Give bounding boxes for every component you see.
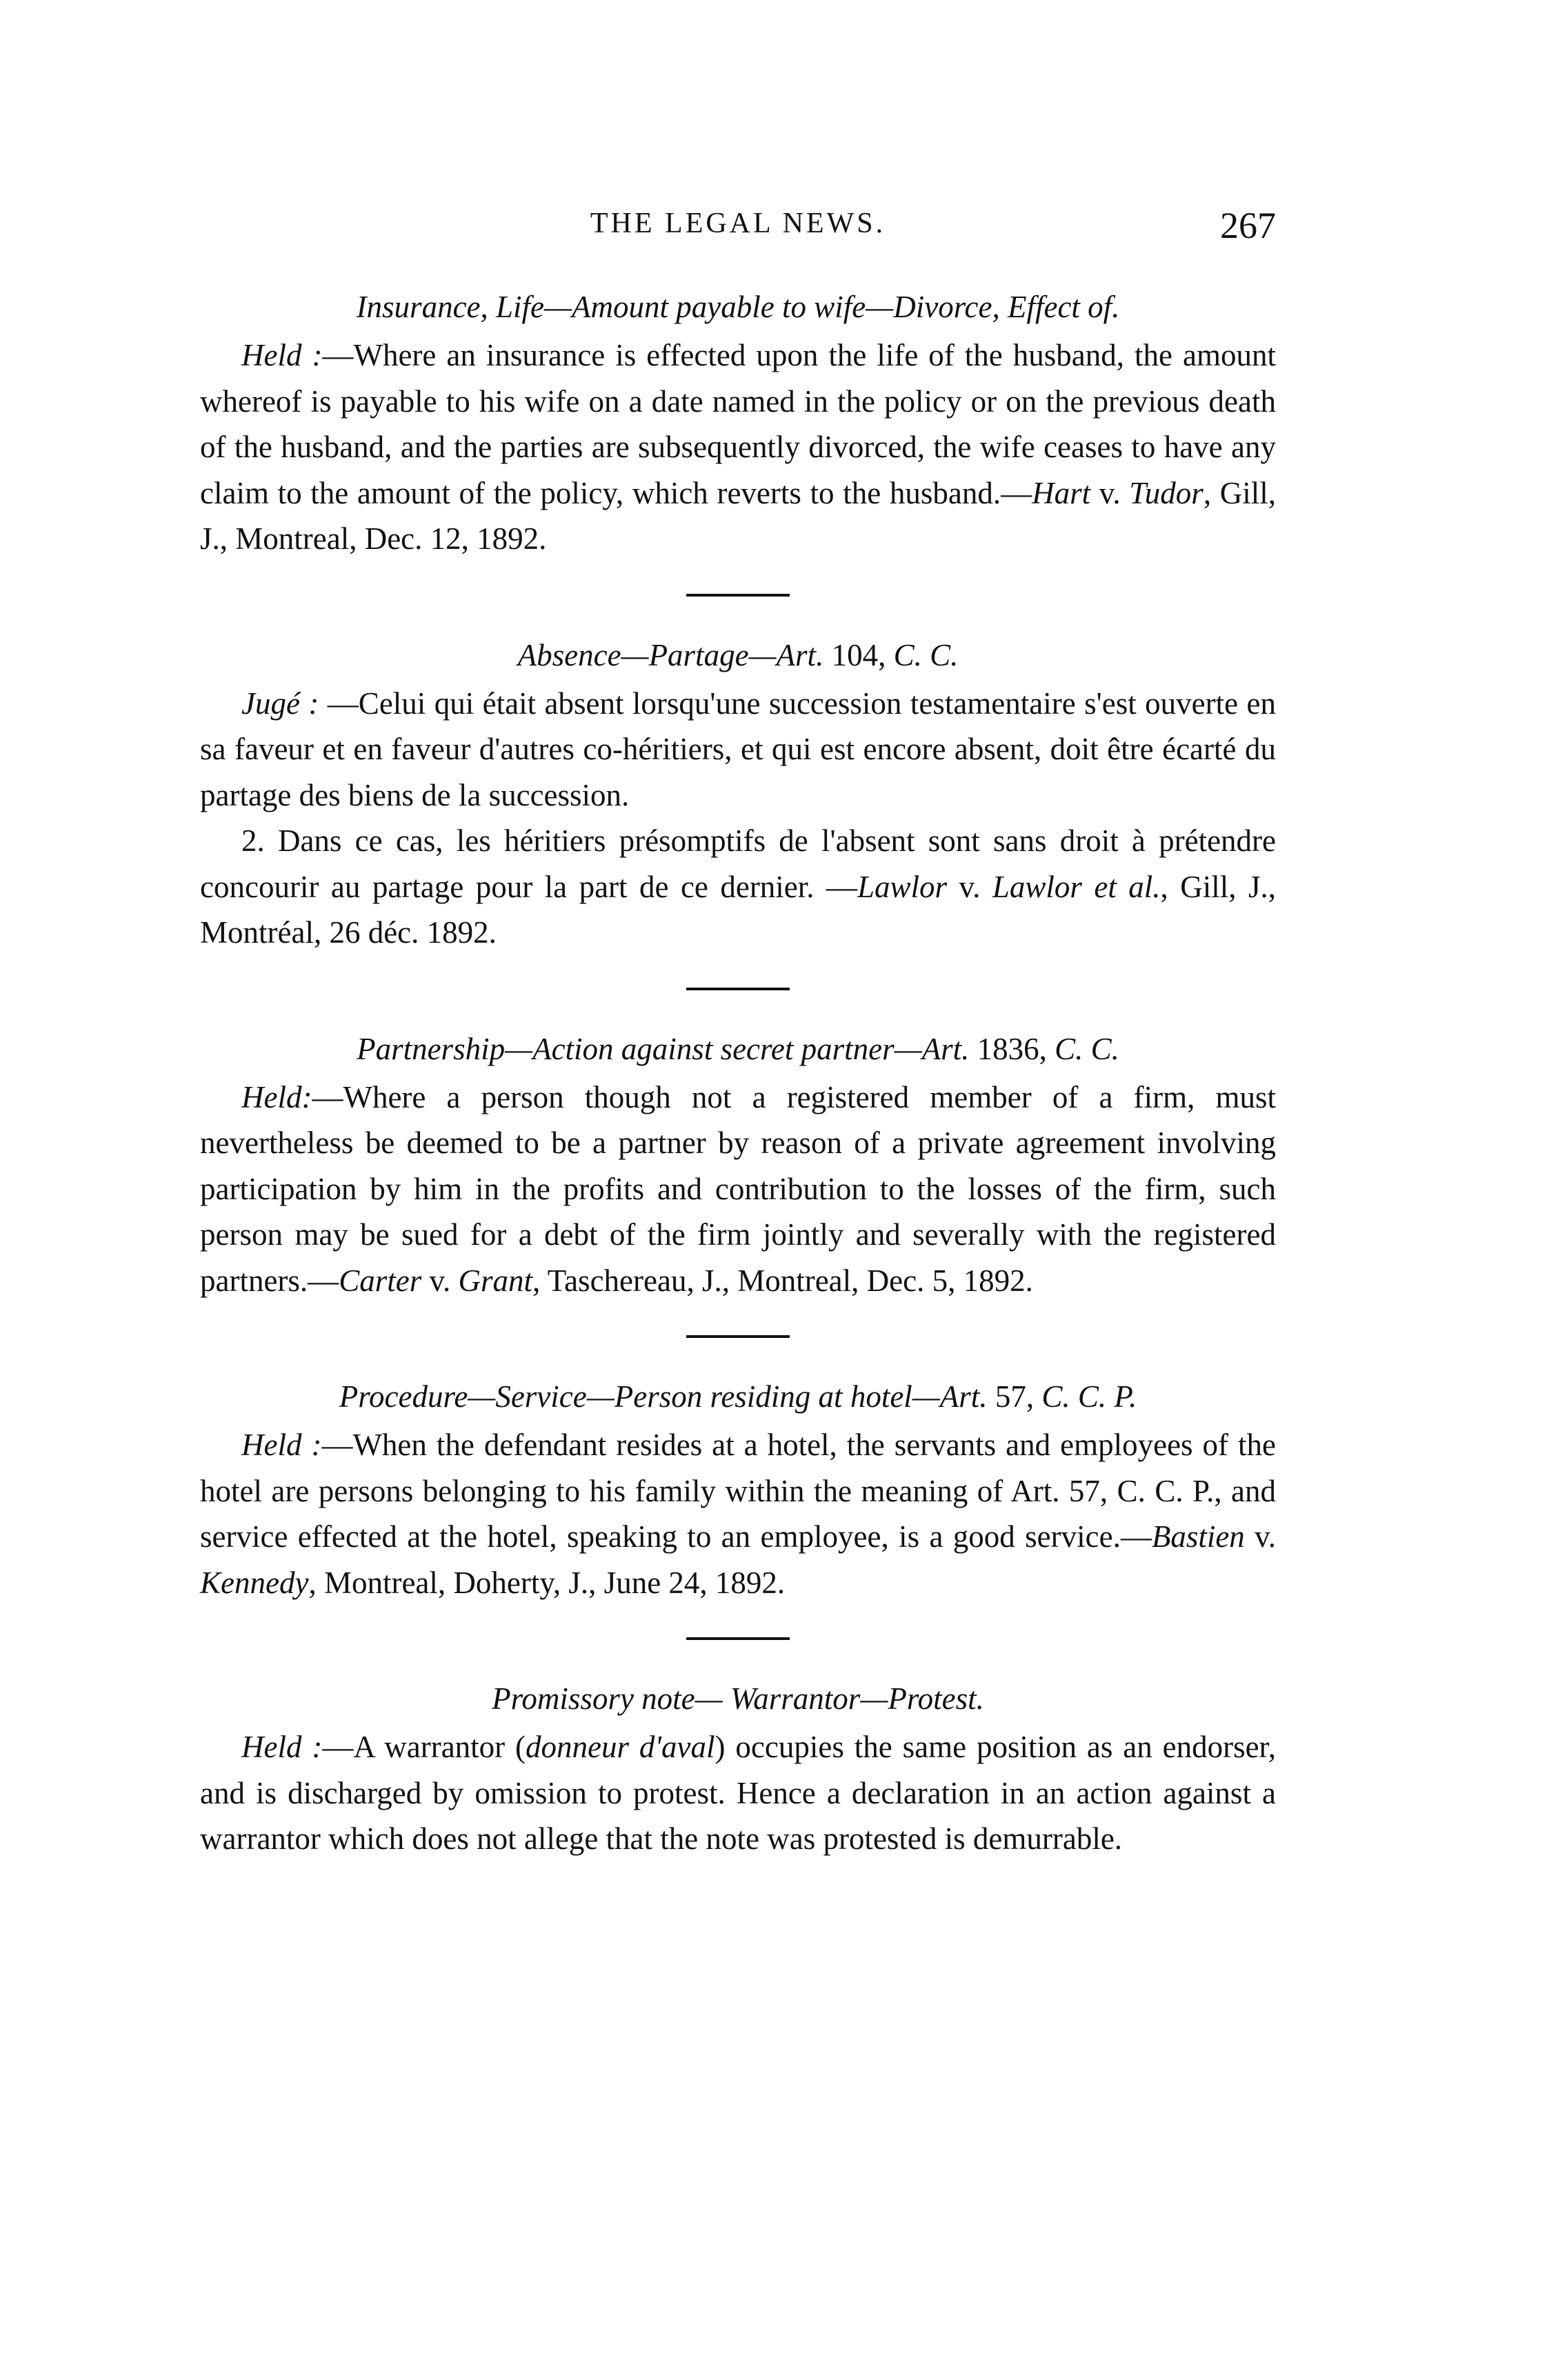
- paragraph-italic-term: donneur d'aval: [526, 1730, 715, 1764]
- heading-code: C. C.: [893, 637, 959, 672]
- journal-title: THE LEGAL NEWS.: [590, 208, 886, 239]
- heading-article: 57,: [987, 1379, 1042, 1414]
- case-party-1: Lawlor: [857, 869, 948, 904]
- section-paragraph-2: [200, 818, 1276, 956]
- heading-article: 1836,: [969, 1031, 1055, 1066]
- case-party-2: Tudor: [1129, 475, 1204, 510]
- paragraph-text: —When the defendant resides at a hotel, the servants and employees of the hotel are persons belonging to his family within the meaning of Art. 57, C. C. P., and service effected at the hotel, speaking to an employee, is a good service.—: [200, 1428, 1276, 1554]
- paragraph-text: —Celui qui était absent lorsqu'une succession testamentaire s'est ouverte en sa faveur et en faveur d'autres co-héritiers, et qui est encore absent, doit être écarté du partage des biens de la succession.: [200, 686, 1277, 812]
- section-paragraph: [200, 1074, 1276, 1304]
- heading-text: Partnership—Action against secret partner—Art.: [357, 1031, 970, 1066]
- case-party-1: Carter: [339, 1263, 422, 1298]
- paragraph-text: —Where a person though not a registered member of a firm, must nevertheless be deemed to be a partner by reason of a private agreement involving participation by him in the profits and contribution to the losses of the firm, such person may be sued for a debt of the firm jointly and severally with the registered partners.—: [200, 1079, 1276, 1298]
- case-citation: , Gill, J., Montreal, Dec. 12, 1892.: [200, 475, 1276, 556]
- section-paragraph: [200, 681, 1276, 819]
- paragraph-text-end: ) occupies the same position as an endorser, and is discharged by omission to protest. Hence a declaration in an action against a warrantor which does not allege that the note was protested is demurrable.: [200, 1730, 1276, 1856]
- heading-text: Procedure—Service—Person residing at hotel—Art.: [339, 1379, 988, 1414]
- paragraph-text: 2. Dans ce cas, les héritiers présomptifs de l'absent sont sans droit à prétendre concourir au partage pour la part de ce dernier. —: [200, 823, 1276, 904]
- heading-code: C. C. P.: [1041, 1379, 1137, 1414]
- held-label: Held :: [241, 338, 323, 372]
- paragraph-text: —A warrantor (: [322, 1730, 526, 1764]
- section-heading: Promissory note— Warrantor—Protest.: [492, 1681, 984, 1716]
- held-label: Held :: [241, 1428, 322, 1462]
- held-label: Held:: [241, 1079, 312, 1114]
- heading-code: C. C.: [1055, 1031, 1119, 1066]
- section-paragraph: [200, 1422, 1276, 1606]
- section-heading: [200, 1026, 1276, 1072]
- case-party-2: Lawlor et al.: [992, 869, 1161, 904]
- case-party-2: Kennedy: [200, 1565, 309, 1600]
- paragraph-text: —Where an insurance is effected upon the life of the husband, the amount whereof is payable to his wife on a date named in the policy or on the previous death of the husband, and the parties are subsequently divorced, the wife ceases to have any claim to the amount of the policy, which reverts to the husband.—: [200, 338, 1276, 510]
- held-label: Held :: [241, 1730, 323, 1764]
- case-citation: , Gill, J., Montréal, 26 déc. 1892.: [200, 869, 1276, 950]
- page-content: [200, 284, 1276, 1862]
- heading-article: 104,: [823, 637, 894, 672]
- case-versus: v.: [1090, 475, 1130, 510]
- section-heading: Insurance, Life—Amount payable to wife—Divorce, Effect of.: [356, 290, 1120, 324]
- section-heading: [200, 632, 1276, 678]
- case-citation: , Taschereau, J., Montreal, Dec. 5, 1892.: [532, 1263, 1033, 1298]
- section-absence: [200, 632, 1276, 956]
- case-party-2: Grant: [458, 1263, 533, 1298]
- case-party-1: Bastien: [1151, 1519, 1245, 1554]
- section-divider: [686, 988, 790, 990]
- case-party-1: Hart: [1032, 475, 1091, 510]
- page-number: 267: [1220, 205, 1276, 246]
- section-insurance: [200, 284, 1276, 562]
- section-divider: [686, 1637, 790, 1640]
- section-heading: [200, 1374, 1276, 1419]
- section-divider: [686, 594, 790, 597]
- case-versus: v.: [1244, 1519, 1277, 1554]
- section-paragraph: [200, 332, 1276, 562]
- held-label: Jugé :: [241, 686, 319, 721]
- case-versus: v.: [947, 869, 992, 904]
- section-paragraph: [200, 1724, 1276, 1862]
- case-citation: , Montreal, Doherty, J., June 24, 1892.: [308, 1565, 786, 1600]
- heading-text: Absence—Partage—Art.: [517, 637, 824, 672]
- running-header: [200, 207, 1276, 262]
- section-partnership: [200, 1026, 1276, 1304]
- section-divider: [686, 1335, 790, 1338]
- section-promissory-note: [200, 1676, 1276, 1862]
- case-versus: v.: [421, 1263, 459, 1298]
- section-procedure: [200, 1374, 1276, 1606]
